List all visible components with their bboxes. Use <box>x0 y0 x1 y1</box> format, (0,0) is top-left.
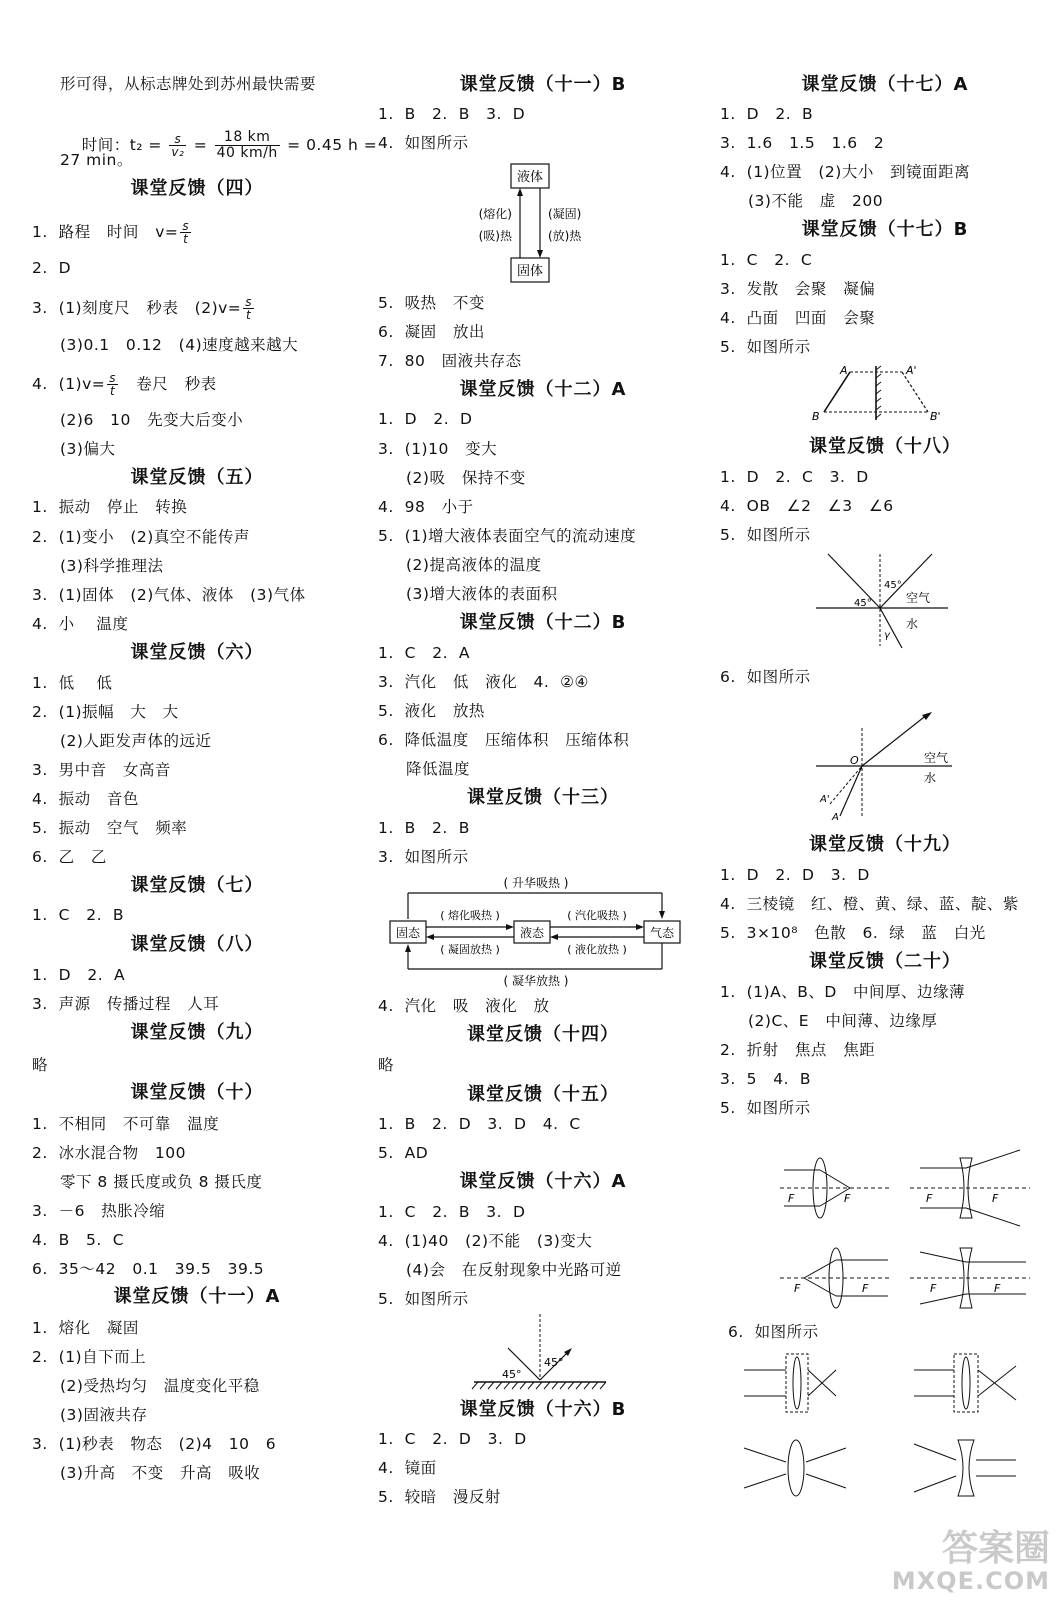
text-line: 27 min。 <box>60 151 133 169</box>
section-heading: 课堂反馈（十九） <box>809 834 961 855</box>
section-heading: 课堂反馈（六） <box>130 642 264 663</box>
answer-line: 4. (1)40 (2)不能 (3)变大 <box>378 1232 593 1250</box>
answer-line: 5. 吸热 不变 <box>378 294 485 312</box>
answer-line: 3. 男中音 女高音 <box>32 761 171 779</box>
label-melt: (熔化) <box>478 207 512 221</box>
answer-line: 5. (1)增大液体表面空气的流动速度 <box>378 527 637 545</box>
focus-label: F <box>926 1192 933 1205</box>
answer-line <box>32 296 256 321</box>
medium-label-water: 水 <box>906 617 919 631</box>
answer-line: 4. 如图所示 <box>378 134 469 152</box>
lens-box <box>786 1354 808 1412</box>
fraction-denominator: t <box>110 384 116 398</box>
section-heading: 课堂反馈（十一）B <box>459 74 627 95</box>
answer-line: 1. D 2. A <box>32 966 126 984</box>
label-solid-state: 固态 <box>395 926 421 940</box>
answer-line: 3. 声源 传播过程 人耳 <box>32 995 220 1013</box>
refracted-ray <box>880 608 902 648</box>
answer-line: 3. 发散 会聚 凝偏 <box>720 280 876 298</box>
answer-line: 1. D 2. D 3. D <box>720 866 870 884</box>
section-heading: 课堂反馈（十二）B <box>459 612 627 633</box>
fraction <box>180 220 191 245</box>
arrowhead-icon <box>922 712 932 720</box>
answer-line: (3)升高 不变 升高 吸收 <box>60 1464 261 1482</box>
answer-line: 3. (1)秒表 物态 (2)4 10 6 <box>32 1435 277 1453</box>
lens-box <box>954 1354 978 1412</box>
formula-suffix: = 0.45 h = <box>281 136 378 154</box>
answer-line: 2. D <box>32 259 72 277</box>
answer-line: 4. 振动 音色 <box>32 790 139 808</box>
lens-shape <box>962 1357 970 1409</box>
point-label: A <box>832 812 839 822</box>
label-freezing: ( 凝固放热 ) <box>440 943 500 956</box>
watermark-line-2: MXQE.COM <box>891 1567 1050 1595</box>
answer-line: 1. D 2. B <box>720 105 814 123</box>
answer-line: (3)科学推理法 <box>60 557 164 575</box>
convex-lens-focal <box>780 1248 890 1308</box>
label-vaporization: ( 汽化吸热 ) <box>567 909 627 922</box>
answer-line: 4. (1)位置 (2)大小 到镜面距离 <box>720 163 971 181</box>
concave-lens-parallel <box>910 1150 1030 1226</box>
fraction-numerator: s <box>169 133 186 146</box>
answer-line: 2. 折射 焦点 焦距 <box>720 1041 876 1059</box>
lens-figure-2 <box>914 1354 1016 1412</box>
angle-label: 45° <box>502 1368 522 1381</box>
answer-line: 5. 振动 空气 频率 <box>32 819 188 837</box>
medium-label-air: 空气 <box>924 751 949 765</box>
answer-line: 3. 汽化 低 液化 4. ②④ <box>378 673 589 691</box>
plane-mirror-image-diagram <box>810 364 950 426</box>
answer-line: 3. (1)固体 (2)气体、液体 (3)气体 <box>32 586 306 604</box>
answer-line: 6. 凝固 放出 <box>378 323 485 341</box>
answer-line: 1. 低 低 <box>32 674 113 692</box>
answer-line: 5. 较暗 漫反射 <box>378 1488 501 1506</box>
point-label: O <box>850 754 859 767</box>
answer-line: 4. 98 小于 <box>378 498 474 516</box>
arrowhead-icon <box>537 250 543 258</box>
virtual-ray <box>830 766 862 804</box>
answer-line: 5. 液化 放热 <box>378 702 485 720</box>
section-heading: 课堂反馈（八） <box>130 934 264 955</box>
answer-line: (3)偏大 <box>60 440 116 458</box>
answer-line: 5. AD <box>378 1144 429 1162</box>
convex-lens-parallel <box>780 1158 890 1218</box>
lens-figure-4 <box>914 1440 1016 1496</box>
arrowhead-icon <box>517 188 523 196</box>
answer-line: (2)人距发声体的远近 <box>60 732 212 750</box>
answer-line: 6. 如图所示 <box>728 1323 819 1341</box>
watermark <box>892 1530 1050 1594</box>
answer-line: 1. C 2. A <box>378 644 470 662</box>
answer-line: 6. 降低温度 压缩体积 压缩体积 <box>378 731 630 749</box>
answer-line: 5. 如图所示 <box>720 338 811 356</box>
label-liquid: 液体 <box>516 170 544 185</box>
focus-label: F <box>930 1282 937 1295</box>
answer-line: (3)0.1 0.12 (4)速度越来越大 <box>60 336 299 354</box>
label-melting: ( 熔化吸热 ) <box>440 909 500 922</box>
ray <box>920 1252 966 1262</box>
answer-line: (3)固液共存 <box>60 1406 148 1424</box>
state-change-cycle-diagram <box>386 873 704 991</box>
section-heading: 课堂反馈（四） <box>130 178 264 199</box>
formula-prefix: 时间：t₂ = <box>81 136 168 154</box>
arrowhead-icon <box>550 934 558 940</box>
answer-line: 4. 汽化 吸 液化 放 <box>378 997 550 1015</box>
fraction <box>243 296 254 321</box>
answer-line: 5. 如图所示 <box>720 1099 811 1117</box>
label-sublimation: ( 升华吸热 ) <box>503 876 569 890</box>
label-liquefaction: ( 液化放热 ) <box>567 943 627 956</box>
section-heading: 课堂反馈（十八） <box>809 436 961 457</box>
answer-text: 卷尺 秒表 <box>120 375 217 393</box>
focus-label: F <box>862 1282 869 1295</box>
fraction-denominator: t <box>183 232 189 246</box>
focus-label: F <box>788 1192 795 1205</box>
fraction-numerator: s <box>182 219 190 233</box>
answer-line: 1. 熔化 凝固 <box>32 1319 139 1337</box>
ray <box>914 1476 956 1492</box>
fraction-denominator: v₂ <box>171 145 185 159</box>
concave-lens-focal <box>910 1248 1030 1308</box>
answer-line: 1. B 2. B 3. D <box>378 105 526 123</box>
answer-line: (2)6 10 先变大后变小 <box>60 411 244 429</box>
answer-line: 3. (1)10 变大 <box>378 440 498 458</box>
arrowhead-icon <box>426 934 434 940</box>
section-heading: 课堂反馈（十） <box>130 1082 264 1103</box>
section-heading: 课堂反馈（十一）A <box>113 1286 281 1307</box>
lens-shape <box>793 1357 801 1409</box>
label-solid: 固体 <box>516 264 544 279</box>
answer-line: (2)受热均匀 温度变化平稳 <box>60 1377 260 1395</box>
mirror-hatching <box>472 1382 606 1389</box>
answer-line: 略 <box>378 1056 395 1074</box>
answer-line: 1. C 2. B <box>32 906 125 924</box>
answer-line: 4. 镜面 <box>378 1459 437 1477</box>
answer-line: 2. (1)自下而上 <box>32 1348 147 1366</box>
answer-line: 3. 如图所示 <box>378 848 469 866</box>
ray <box>966 1208 1020 1226</box>
refraction-diagram-1 <box>812 550 952 650</box>
medium-label-water: 水 <box>924 771 937 785</box>
answer-line: 3. 1.6 1.5 1.6 2 <box>720 134 885 152</box>
angle-label: 45° <box>854 598 872 609</box>
fraction <box>169 133 186 158</box>
section-heading: 课堂反馈（十七）B <box>801 219 969 240</box>
section-heading: 课堂反馈（九） <box>130 1022 264 1043</box>
lens-shape <box>958 1440 974 1496</box>
arrowhead-icon <box>506 924 514 930</box>
answer-line: 1. C 2. D 3. D <box>378 1430 527 1448</box>
answer-line: 2. 冰水混合物 100 <box>32 1144 187 1162</box>
object-ab <box>824 372 850 412</box>
answer-line: 1. C 2. C <box>720 251 813 269</box>
fraction-denominator: t <box>246 308 252 322</box>
angle-label: γ <box>884 630 890 641</box>
lens-figure-1 <box>744 1354 836 1412</box>
refraction-diagram-2 <box>812 712 962 822</box>
ray-in-air <box>862 714 928 766</box>
fraction-numerator: s <box>245 295 253 309</box>
answer-line: 1. 不相同 不可靠 温度 <box>32 1115 220 1133</box>
answer-line: 1. D 2. D <box>378 410 473 428</box>
fraction-numerator: 18 km <box>215 130 280 146</box>
answer-line: 2. (1)振幅 大 大 <box>32 703 179 721</box>
ray <box>806 1448 846 1462</box>
answer-line: 1. C 2. B 3. D <box>378 1203 526 1221</box>
section-heading: 课堂反馈（十五） <box>467 1084 619 1105</box>
ray <box>820 1170 850 1188</box>
answer-line: (2)C、E 中间薄、边缘厚 <box>748 1012 938 1030</box>
answer-line: 4. B 5. C <box>32 1231 125 1249</box>
label-freeze: (凝固) <box>548 207 582 221</box>
answer-line: 3. －6 热胀冷缩 <box>32 1202 166 1220</box>
lens-ray-diagrams <box>780 1148 1040 1318</box>
phase-change-diagram <box>458 160 648 288</box>
point-label: A' <box>820 794 830 805</box>
answer-line: 1. 振动 停止 转换 <box>32 498 188 516</box>
medium-label-air: 空气 <box>906 591 931 605</box>
formula-line <box>60 110 377 181</box>
image-ab <box>902 372 928 412</box>
label-liquid-state: 液态 <box>519 926 545 940</box>
point-label: B <box>812 410 820 423</box>
answer-line: (4)会 在反射现象中光路可逆 <box>406 1261 622 1279</box>
ray <box>966 1150 1020 1168</box>
section-heading: 课堂反馈（十四） <box>467 1024 619 1045</box>
section-heading: 课堂反馈（十二）A <box>459 379 627 400</box>
ray <box>920 1294 966 1304</box>
point-label: B' <box>930 410 941 423</box>
answer-line: (3)不能 虚 200 <box>748 192 884 210</box>
section-heading: 课堂反馈（十七）A <box>801 74 969 95</box>
ray <box>804 1278 836 1296</box>
answer-line: 1. B 2. D 3. D 4. C <box>378 1115 581 1133</box>
arrowhead-icon <box>659 911 665 919</box>
answer-line: 6. 乙 乙 <box>32 848 107 866</box>
ray <box>806 1474 846 1488</box>
arrowhead-icon <box>405 944 411 952</box>
watermark-line-1: 答案圈 <box>941 1528 1050 1569</box>
answer-text: 1. 路程 时间 v= <box>32 223 179 241</box>
answer-text: 4. (1)v= <box>32 375 106 393</box>
ray <box>744 1474 786 1488</box>
answer-line: 3. 5 4. B <box>720 1070 812 1088</box>
fraction <box>215 130 280 161</box>
section-heading: 课堂反馈（十六）B <box>459 1399 627 1420</box>
answer-line <box>32 220 193 245</box>
ray <box>914 1444 956 1460</box>
section-heading: 课堂反馈（七） <box>130 875 264 896</box>
answer-line: 略 <box>32 1056 49 1074</box>
answer-line: 4. 小 温度 <box>32 615 129 633</box>
answer-line: 2. (1)变小 (2)真空不能传声 <box>32 528 250 546</box>
ray <box>978 1370 1016 1400</box>
answer-line: 零下 8 摄氏度或负 8 摄氏度 <box>60 1173 263 1191</box>
answer-line: 6. 如图所示 <box>720 668 811 686</box>
ray-in-water <box>840 766 862 816</box>
answer-line: (3)增大液体的表面积 <box>406 585 558 603</box>
lens-blank-diagrams <box>740 1348 1040 1498</box>
lens-shape <box>788 1440 804 1496</box>
answer-line: 5. 如图所示 <box>378 1290 469 1308</box>
section-heading: 课堂反馈（五） <box>130 467 264 488</box>
focus-label: F <box>844 1192 851 1205</box>
answer-line: 6. 35～42 0.1 39.5 39.5 <box>32 1260 265 1278</box>
answer-line: 5. 如图所示 <box>720 526 811 544</box>
answer-line: 7. 80 固液共存态 <box>378 352 522 370</box>
text-line: 形可得，从标志牌处到苏州最快需要 <box>60 75 317 93</box>
reflection-diagram <box>466 1312 616 1394</box>
answer-line: 4. 凸面 凹面 会聚 <box>720 309 876 327</box>
arrowhead-icon <box>636 924 644 930</box>
label-release: (放)热 <box>548 229 582 243</box>
focus-label: F <box>794 1282 801 1295</box>
point-label: A' <box>906 364 917 377</box>
focus-label: F <box>994 1282 1001 1295</box>
answer-line: 1. (1)A、B、D 中间厚、边缘薄 <box>720 983 966 1001</box>
section-heading: 课堂反馈（二十） <box>809 951 961 972</box>
answer-line: 4. OB ∠2 ∠3 ∠6 <box>720 497 894 515</box>
answer-line: (2)提高液体的温度 <box>406 556 542 574</box>
answer-line: 1. B 2. B <box>378 819 470 837</box>
answer-line: (2)吸 保持不变 <box>406 469 526 487</box>
ray <box>804 1260 836 1278</box>
answer-line: 1. D 2. C 3. D <box>720 468 869 486</box>
answer-text: 3. (1)刻度尺 秒表 (2)v= <box>32 299 242 317</box>
ray <box>978 1366 1016 1396</box>
formula-equals: = <box>188 136 213 154</box>
lens-figure-3 <box>744 1440 846 1496</box>
label-absorb: (吸)热 <box>478 229 512 243</box>
angle-label: 45° <box>884 580 902 591</box>
answer-line: 5. 3×10⁸ 色散 6. 绿 蓝 白光 <box>720 924 986 942</box>
focus-label: F <box>992 1192 999 1205</box>
fraction-denominator: 40 km/h <box>216 145 278 161</box>
angle-label: 45° <box>544 1356 564 1369</box>
ray <box>744 1448 786 1462</box>
answer-line: 降低温度 <box>406 760 471 778</box>
answer-line <box>32 372 217 397</box>
point-label: A <box>840 364 848 377</box>
answer-line: 4. 三棱镜 红、橙、黄、绿、蓝、靛、紫 <box>720 895 1019 913</box>
label-gas-state: 气态 <box>649 926 675 940</box>
label-deposition: ( 凝华放热 ) <box>503 974 569 988</box>
section-heading: 课堂反馈（十六）A <box>459 1171 627 1192</box>
section-heading: 课堂反馈（十三） <box>467 787 619 808</box>
fraction-numerator: s <box>109 371 117 385</box>
fraction <box>107 372 118 397</box>
